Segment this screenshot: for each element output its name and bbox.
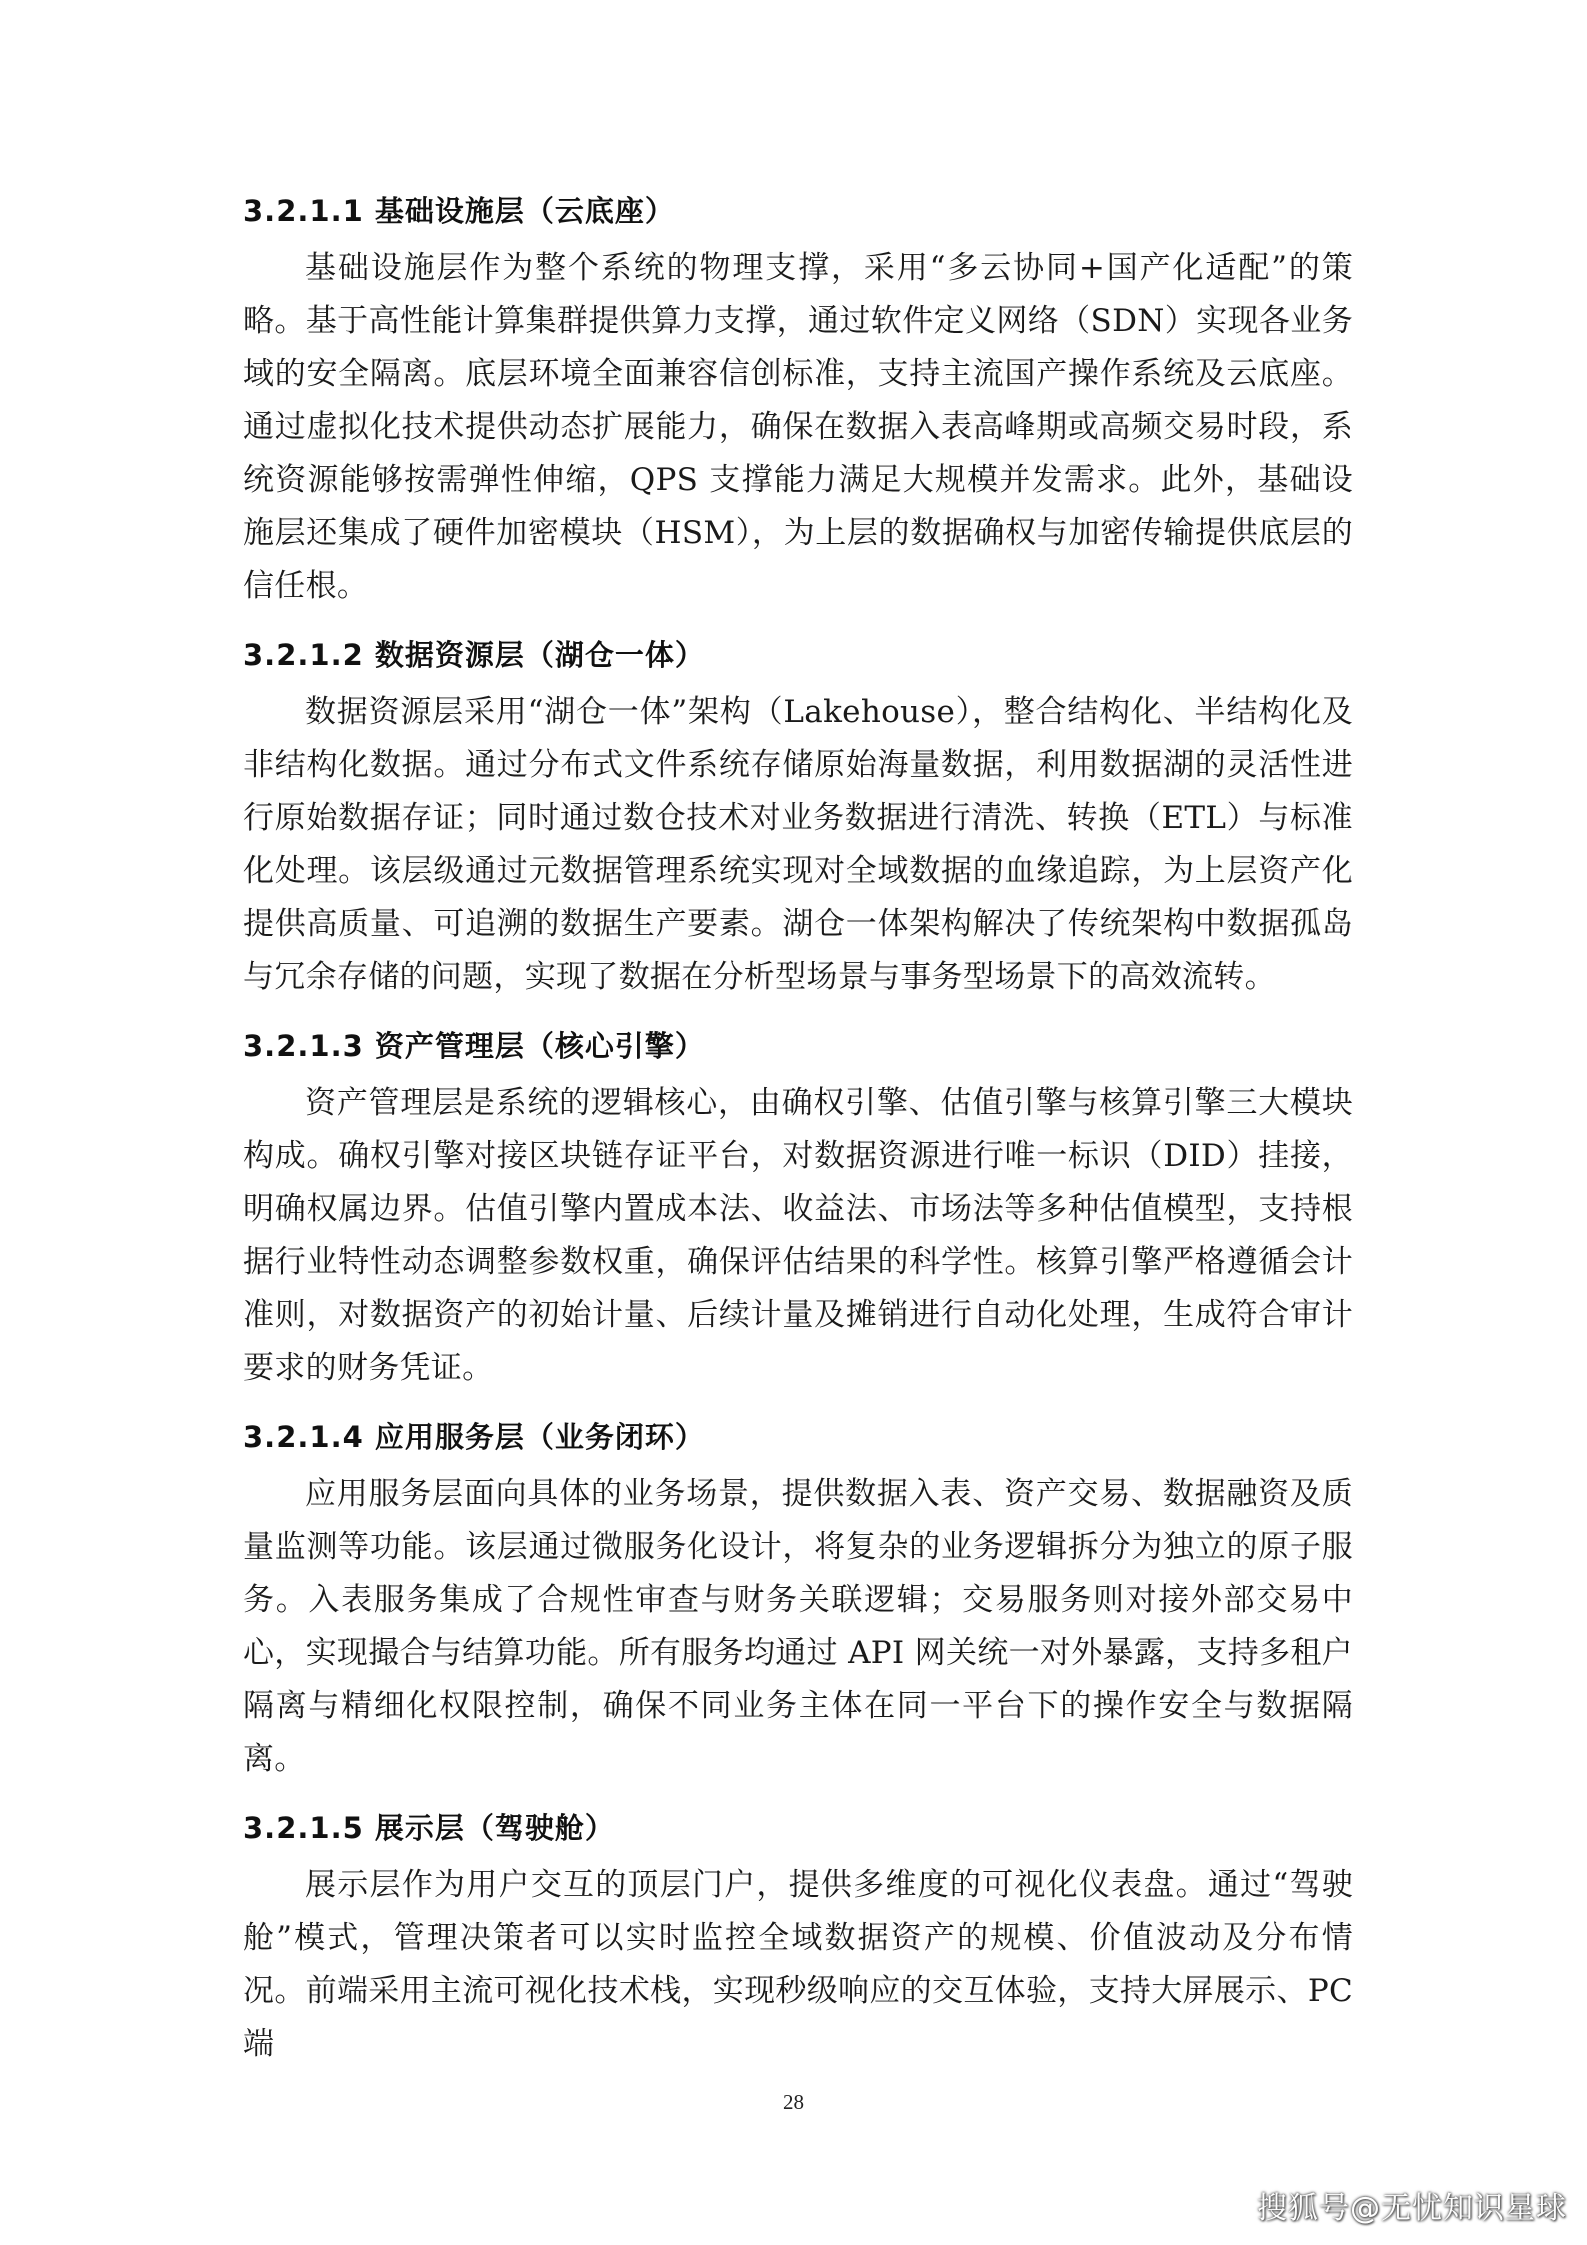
section-paragraph: 基础设施层作为整个系统的物理支撑，采用“多云协同+国产化适配”的策略。基于高性能计算集群提供算力支撑，通过软件定义网络（SDN）实现各业务域的安全隔离。底层环境全面兼容信创标准，支持主流国产操作系统及云底座。通过虚拟化技术提供动态扩展能力，确保在数据入表高峰期或高频交易时段，系统资源能够按需弹性伸缩，QPS 支撑能力满足大规模并发需求。此外，基础设施层还集成了硬件加密模块（HSM），为上层的数据确权与加密传输提供底层的信任根。 (243, 250, 1353, 604)
page-number: 28 (783, 2090, 804, 2114)
section-3-2-1-3 (243, 1020, 1353, 1395)
section-3-2-1-1 (243, 185, 1353, 613)
section-3-2-1-4 (243, 1411, 1353, 1786)
section-heading: 3.2.1.5 展示层（驾驶舱） (243, 1811, 615, 1845)
watermark-text: 搜狐号@无忧知识星球 (1257, 2191, 1567, 2226)
section-paragraph: 应用服务层面向具体的业务场景，提供数据入表、资产交易、数据融资及质量监测等功能。该层通过微服务化设计，将复杂的业务逻辑拆分为独立的原子服务。入表服务集成了合规性审查与财务关联逻辑；交易服务则对接外部交易中心，实现撮合与结算功能。所有服务均通过 API 网关统一对外暴露，支持多租户隔离与精细化权限控制，确保不同业务主体在同一平台下的操作安全与数据隔离。 (243, 1476, 1353, 1777)
page-content (243, 185, 1353, 2087)
section-heading: 3.2.1.1 基础设施层（云底座） (243, 194, 675, 228)
section-heading: 3.2.1.3 资产管理层（核心引擎） (243, 1029, 705, 1063)
section-paragraph: 资产管理层是系统的逻辑核心，由确权引擎、估值引擎与核算引擎三大模块构成。确权引擎对接区块链存证平台，对数据资源进行唯一标识（DID）挂接，明确权属边界。估值引擎内置成本法、收益法、市场法等多种估值模型，支持根据行业特性动态调整参数权重，确保评估结果的科学性。核算引擎严格遵循会计准则，对数据资产的初始计量、后续计量及摊销进行自动化处理，生成符合审计要求的财务凭证。 (243, 1085, 1353, 1386)
section-paragraph: 数据资源层采用“湖仓一体”架构（Lakehouse），整合结构化、半结构化及非结构化数据。通过分布式文件系统存储原始海量数据，利用数据湖的灵活性进行原始数据存证；同时通过数仓技术对业务数据进行清洗、转换（ETL）与标准化处理。该层级通过元数据管理系统实现对全域数据的血缘追踪，为上层资产化提供高质量、可追溯的数据生产要素。湖仓一体架构解决了传统架构中数据孤岛与冗余存储的问题，实现了数据在分析型场景与事务型场景下的高效流转。 (243, 694, 1353, 995)
section-paragraph: 展示层作为用户交互的顶层门户，提供多维度的可视化仪表盘。通过“驾驶舱”模式，管理决策者可以实时监控全域数据资产的规模、价值波动及分布情况。前端采用主流可视化技术栈，实现秒级响应的交互体验，支持大屏展示、PC 端 (243, 1867, 1353, 2062)
section-3-2-1-2 (243, 629, 1353, 1004)
section-3-2-1-5 (243, 1802, 1353, 2071)
section-heading: 3.2.1.4 应用服务层（业务闭环） (243, 1420, 705, 1454)
section-heading: 3.2.1.2 数据资源层（湖仓一体） (243, 638, 705, 672)
